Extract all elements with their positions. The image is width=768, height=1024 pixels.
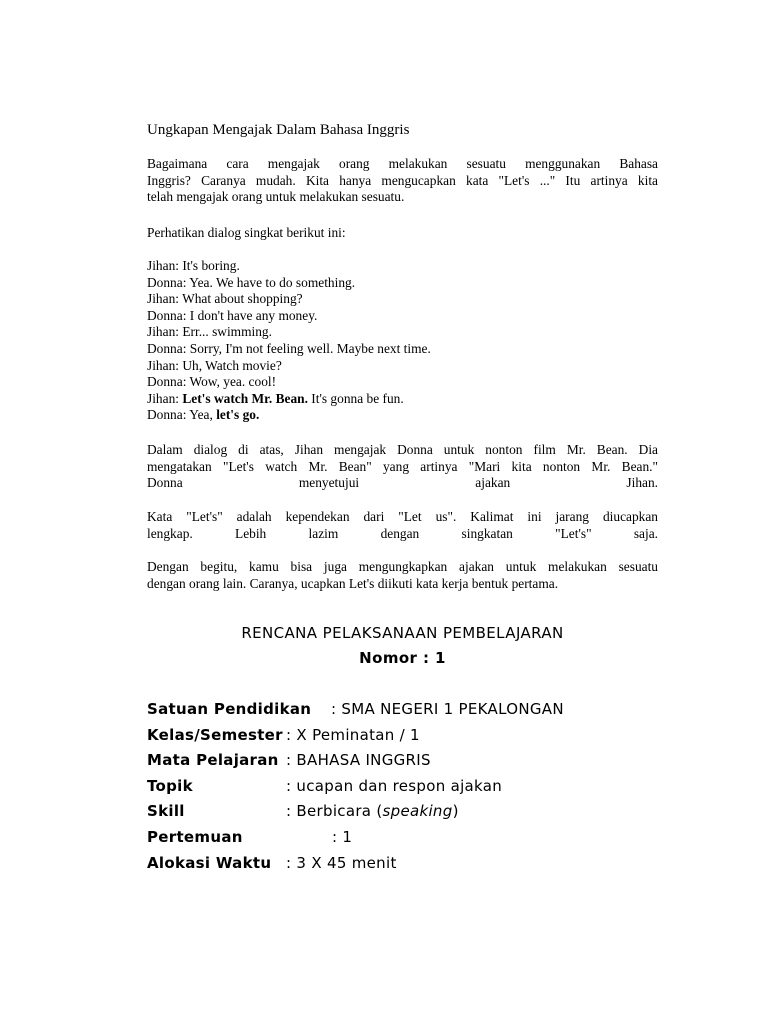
dialog-speaker: Jihan: bbox=[147, 390, 183, 406]
rpp-value-prefix: : Berbicara ( bbox=[286, 802, 383, 820]
article-title: Ungkapan Mengajak Dalam Bahasa Inggris bbox=[147, 122, 410, 138]
rpp-value: : SMA NEGERI 1 PEKALONGAN bbox=[331, 700, 564, 718]
rpp-row-topik bbox=[147, 777, 503, 795]
dialog-line: Donna: Sorry, I'm not feeling well. Maybe next time. bbox=[147, 340, 431, 356]
rpp-value: : BAHASA INGGRIS bbox=[286, 751, 431, 769]
rpp-label: Pertemuan bbox=[147, 828, 243, 846]
rpp-label: Satuan Pendidikan bbox=[147, 700, 312, 718]
rpp-title: RENCANA PELAKSANAAN PEMBELAJARAN bbox=[241, 624, 564, 642]
lets-paragraph bbox=[147, 509, 658, 542]
dialog-bold-phrase: Let's watch Mr. Bean. bbox=[182, 390, 308, 406]
dialog-line: Donna: I don't have any money. bbox=[147, 307, 318, 323]
dialog bbox=[147, 258, 658, 424]
usage-line-2: dengan orang lain. Caranya, ucapkan Let's diikuti kata kerja bentuk pertama. bbox=[147, 575, 559, 591]
explanation-line-3: Donna menyetujui ajakan Jihan. bbox=[147, 475, 658, 491]
rpp-value: : 3 X 45 menit bbox=[286, 854, 397, 872]
explanation-line-2: mengatakan "Let's watch Mr. Bean" yang artinya "Mari kita nonton Mr. Bean." bbox=[147, 458, 658, 474]
lets-line-1: Kata "Let's" adalah kependekan dari "Let us". Kalimat ini jarang diucapkan bbox=[147, 509, 658, 524]
explanation-line-1: Dalam dialog di atas, Jihan mengajak Donna untuk nonton film Mr. Bean. Dia bbox=[147, 442, 658, 457]
dialog-line: Donna: Wow, yea. cool! bbox=[147, 374, 277, 390]
dialog-line-lets-watch bbox=[147, 391, 658, 408]
rpp-value-suffix: ) bbox=[452, 802, 459, 820]
intro-line-1: Bagaimana cara mengajak orang melakukan sesuatu menggunakan Bahasa bbox=[147, 156, 658, 171]
usage-line-1: Dengan begitu, kamu bisa juga mengungkapkan ajakan untuk melakukan sesuatu bbox=[147, 559, 658, 574]
rpp-value: : 1 bbox=[332, 828, 353, 846]
dialog-line-lets-go bbox=[147, 407, 658, 424]
rpp-row-mata-pelajaran bbox=[147, 751, 431, 769]
rpp-label: Mata Pelajaran bbox=[147, 751, 279, 769]
rpp-label: Kelas/Semester bbox=[147, 726, 283, 744]
usage-paragraph bbox=[147, 559, 658, 592]
dialog-line: Donna: Yea. We have to do something. bbox=[147, 274, 356, 290]
intro-line-2: Inggris? Caranya mudah. Kita hanya mengucapkan kata "Let's ..." Itu artinya kita bbox=[147, 172, 658, 188]
dialog-line: Jihan: What about shopping? bbox=[147, 291, 303, 307]
dialog-speaker: Donna: Yea, bbox=[147, 407, 217, 423]
lets-line-2: lengkap. Lebih lazim dengan singkatan "Let's" saja. bbox=[147, 525, 658, 541]
rpp-row-satuan-pendidikan bbox=[147, 700, 564, 718]
dialog-bold-phrase: let's go. bbox=[216, 407, 260, 423]
dialog-rest: It's gonna be fun. bbox=[307, 390, 404, 406]
intro-paragraph bbox=[147, 156, 658, 206]
rpp-row-skill bbox=[147, 802, 459, 820]
rpp-row-kelas-semester bbox=[147, 726, 420, 744]
dialog-line: Jihan: Err... swimming. bbox=[147, 324, 272, 340]
rpp-value: : ucapan dan respon ajakan bbox=[286, 777, 503, 795]
intro-line-3: telah mengajak orang untuk melakukan sesuatu. bbox=[147, 189, 405, 205]
rpp-number: Nomor : 1 bbox=[359, 649, 446, 667]
rpp-value bbox=[286, 802, 459, 820]
dialog-line: Jihan: It's boring. bbox=[147, 258, 240, 273]
rpp-label: Skill bbox=[147, 802, 185, 820]
explanation-paragraph bbox=[147, 442, 658, 492]
dialog-intro-text: Perhatikan dialog singkat berikut ini: bbox=[147, 225, 346, 240]
rpp-row-alokasi-waktu bbox=[147, 854, 397, 872]
dialog-intro bbox=[147, 225, 658, 242]
rpp-label: Alokasi Waktu bbox=[147, 854, 272, 872]
rpp-value: : X Peminatan / 1 bbox=[286, 726, 420, 744]
rpp-label: Topik bbox=[147, 777, 193, 795]
rpp-row-pertemuan bbox=[147, 828, 353, 846]
rpp-value-italic: speaking bbox=[382, 802, 453, 820]
dialog-line: Jihan: Uh, Watch movie? bbox=[147, 357, 282, 373]
